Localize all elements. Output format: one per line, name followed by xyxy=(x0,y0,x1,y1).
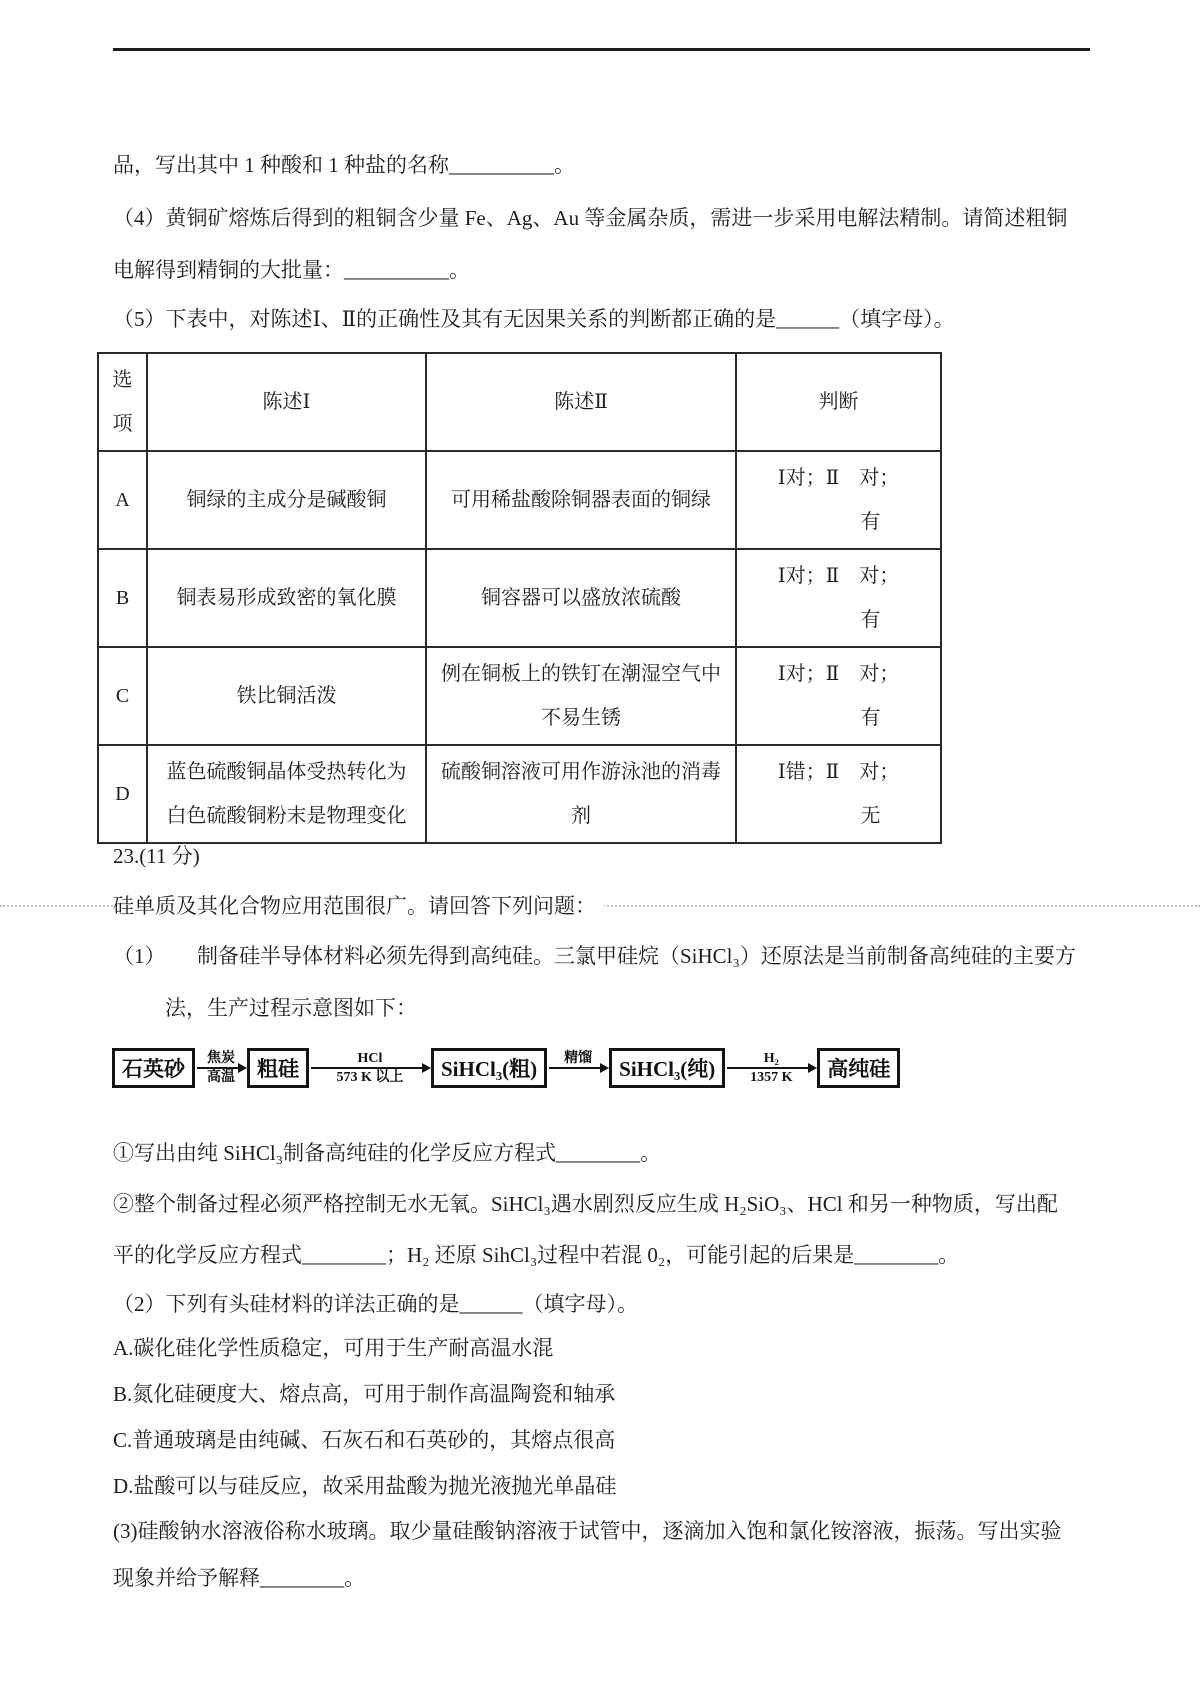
q22-part5-line: （5）下表中，对陈述Ⅰ、Ⅱ的正确性及其有无因果关系的判断都正确的是______（填字母）。 xyxy=(113,307,955,331)
q23-part1-line2: 法，生产过程示意图如下： xyxy=(165,996,417,1020)
q22-tail-line: 品，写出其中 1 种酸和 1 种盐的名称__________。 xyxy=(113,153,575,177)
arrow-line-icon xyxy=(549,1067,607,1069)
option-a: A.碳化硅化学性质稳定，可用于生产耐高温水混 xyxy=(113,1336,554,1360)
q23-part2-line: （2）下列有头硅材料的详法正确的是______（填字母）。 xyxy=(113,1292,638,1316)
flow-arrow-hydrogen xyxy=(727,1050,815,1086)
flow-box-sihcl3-pure: SiHCl₃(纯) xyxy=(609,1048,725,1088)
judgement-cell xyxy=(736,451,941,549)
option-cell: A xyxy=(98,451,147,549)
option-d: D.盐酸可以与硅反应，故采用盐酸为抛光液抛光单晶硅 xyxy=(113,1474,617,1498)
page-top-rule xyxy=(113,48,1090,51)
arrow-line-icon xyxy=(311,1067,429,1069)
header-statement1: 陈述Ⅰ xyxy=(147,353,426,451)
statement1-cell: 铜绿的主成分是碱酸铜 xyxy=(147,451,426,549)
q23-sub2-line1: ②整个制备过程必须严格控制无水无氧。SiHCl₃遇水剧烈反应生成 H₂SiO₃、HCl 和另一种物质，写出配 xyxy=(113,1192,1058,1216)
q23-part3-line1: (3)硅酸钠水溶液俗称水玻璃。取少量硅酸钠溶液于试管中，逐滴加入饱和氯化铵溶液，振荡。写出实验 xyxy=(113,1519,1062,1543)
table-row xyxy=(98,647,941,745)
judgement-line1: Ⅰ对；Ⅱ 对； xyxy=(777,467,900,489)
table-row xyxy=(98,451,941,549)
judgement-line2: 有 xyxy=(860,609,881,631)
option-cell: D xyxy=(98,745,147,843)
flow-box-high-purity-silicon: 高纯硅 xyxy=(817,1048,900,1088)
arrow-label-below: 1357 K xyxy=(750,1070,793,1085)
flow-arrow-distillation xyxy=(549,1050,607,1086)
q22-part4-line2: 电解得到精铜的大批量：__________。 xyxy=(113,258,470,282)
q23-part3-line2: 现象并给予解释________。 xyxy=(113,1566,365,1590)
flow-arrow-hcl xyxy=(311,1050,429,1086)
flow-arrow-coke xyxy=(197,1050,245,1086)
silicon-flow-diagram xyxy=(112,1048,900,1088)
arrow-line-icon xyxy=(197,1067,245,1069)
table-header-row xyxy=(98,353,941,451)
arrow-label-above: H₂ xyxy=(763,1051,779,1066)
statement2-cell: 铜容器可以盛放浓硫酸 xyxy=(426,549,736,647)
arrow-label-above: 焦炭 xyxy=(207,1051,235,1066)
option-c: C.普通玻璃是由纯碱、石灰石和石英砂的，其熔点很高 xyxy=(113,1428,616,1452)
q23-part1-line1: （1） 制备硅半导体材料必须先得到高纯硅。三氯甲硅烷（SiHCl₃）还原法是当前制备高纯硅的主要方 xyxy=(113,944,1076,968)
arrow-label-above: 精馏 xyxy=(564,1051,593,1066)
header-judgement: 判断 xyxy=(736,353,941,451)
statement-judgement-table xyxy=(97,352,942,844)
statement1-cell: 蓝色硫酸铜晶体受热转化为白色硫酸铜粉末是物理变化 xyxy=(147,745,426,843)
statement2-cell: 硫酸铜溶液可用作游泳池的消毒剂 xyxy=(426,745,736,843)
judgement-line1: Ⅰ错；Ⅱ 对； xyxy=(777,761,900,783)
judgement-cell xyxy=(736,745,941,843)
table-row xyxy=(98,745,941,843)
q23-intro-text: 硅单质及其化合物应用范围很广。请回答下列问题： xyxy=(113,893,604,920)
judgement-line2: 有 xyxy=(860,511,881,533)
judgement-line2: 有 xyxy=(860,707,881,729)
judgement-cell xyxy=(736,549,941,647)
flow-box-crude-silicon: 粗硅 xyxy=(247,1048,309,1088)
statement1-cell: 铜表易形成致密的氧化膜 xyxy=(147,549,426,647)
judgement-line2: 无 xyxy=(860,805,881,827)
statement2-cell: 可用稀盐酸除铜器表面的铜绿 xyxy=(426,451,736,549)
header-option: 选项 xyxy=(98,353,147,451)
arrow-line-icon xyxy=(727,1067,815,1069)
arrow-label-below: 高温 xyxy=(207,1070,235,1085)
header-statement2: 陈述Ⅱ xyxy=(426,353,736,451)
flow-box-quartz-sand: 石英砂 xyxy=(112,1048,195,1088)
flow-box-sihcl3-crude: SiHCl₃(粗) xyxy=(431,1048,547,1088)
judgement-line1: Ⅰ对；Ⅱ 对； xyxy=(777,565,900,587)
table-row xyxy=(98,549,941,647)
q22-part4-line1: （4）黄铜矿熔炼后得到的粗铜含少量 Fe、Ag、Au 等金属杂质，需进一步采用电解法精制。请简述粗铜 xyxy=(113,206,1068,230)
q23-number: 23.(11 分) xyxy=(113,844,200,868)
option-b: B.氮化硅硬度大、熔点高，可用于制作高温陶瓷和轴承 xyxy=(113,1382,616,1406)
q23-sub2-line2: 平的化学反应方程式________；H₂ 还原 SihCl₃过程中若混 0₂，可能引起的后果是________。 xyxy=(113,1243,960,1267)
option-cell: B xyxy=(98,549,147,647)
arrow-label-above: HCl xyxy=(357,1051,383,1066)
option-cell: C xyxy=(98,647,147,745)
judgement-cell xyxy=(736,647,941,745)
statement1-cell: 铁比铜活泼 xyxy=(147,647,426,745)
q23-sub1: ①写出由纯 SiHCl₃制备高纯硅的化学反应方程式________。 xyxy=(113,1141,662,1165)
judgement-line1: Ⅰ对；Ⅱ 对； xyxy=(777,663,900,685)
arrow-label-below: 573 K 以上 xyxy=(336,1070,404,1085)
statement2-cell: 例在铜板上的铁钉在潮湿空气中不易生锈 xyxy=(426,647,736,745)
q23-intro xyxy=(113,893,1100,920)
